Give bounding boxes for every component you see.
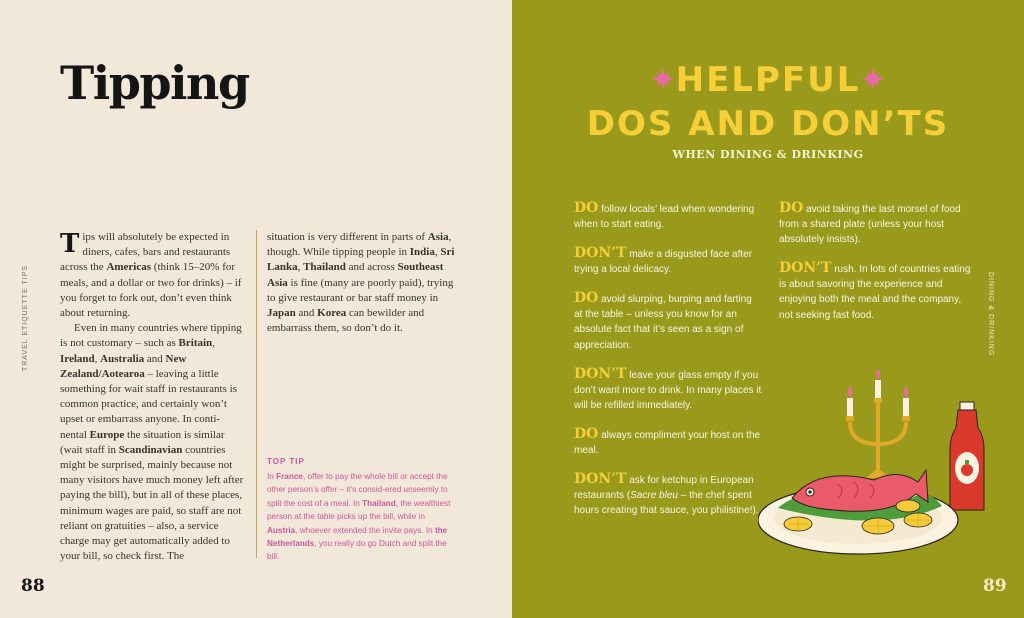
candelabra-illustration <box>846 370 910 478</box>
tip-item: DO always compliment your host on the meal. <box>574 426 761 457</box>
tip-item: DO avoid taking the last morsel of food from a shared plate (unless your host absolutely insists). <box>779 200 961 246</box>
drop-cap: T <box>60 229 80 259</box>
heading-line-1: HELPFUL <box>675 60 861 100</box>
page-title: Tipping <box>60 56 249 110</box>
food-platter-illustration <box>758 370 994 560</box>
tip-item: DON’T ask for ketchup in European restaurants (Sacre bleu – the chef spent hours creating that sauce, you philistine!). <box>574 471 759 517</box>
tip-item: DO avoid slurping, burping and farting at the table – unless you know for an absolute fact that it’s seen as a sign of appreciation. <box>574 290 752 351</box>
top-tip-title: TOP TIP <box>267 457 305 466</box>
body-column-2: situation is very different in parts of Asia, though. While tipping people in India, Sri Lanka, Thailand and across Southeast Asia is fine (many are poorly paid), trying to give restaurant or bar staff money in Japan and Korea can bewilder and embarrass them, so don’t do it. <box>267 231 455 335</box>
heading-line-2: DOS AND DON’TS <box>586 104 950 144</box>
page-number-left: 88 <box>21 576 45 596</box>
ketchup-bottle-illustration <box>950 402 984 510</box>
tip-item: DON’T make a disgusted face after trying a local delicacy. <box>574 245 753 276</box>
subheading: WHEN DINING & DRINKING <box>672 148 864 161</box>
tip-item: DON’T rush. In lots of countries eating is about savoring the experience and enjoying both the meal and the company, not seeking fast food. <box>779 260 971 321</box>
right-page <box>512 0 1024 618</box>
column-divider <box>256 230 257 558</box>
page-number-right: 89 <box>983 576 1007 596</box>
right-side-label: DINING & DRINKING <box>987 272 994 357</box>
top-tip-text: In France, offer to pay the whole bill or accept the other person’s offer – it’s consid-ered unseemly to split the cost of a meal. In Thailand, the wealthiest person at the table picks up the bill, while in Austria, whoever extended the invite pays. In the Netherlands, you really do go Dutch and split the bill. <box>267 472 451 562</box>
tip-item: DO follow locals’ lead when wondering when to start eating. <box>574 200 755 231</box>
left-side-label: TRAVEL ETIQUETTE TIPS <box>22 265 29 372</box>
body-column-1: Tips will absolutely be expected in diners, cafes, bars and restaurants across the Americas (think 15–20% for meals, and a dollar or two for drinks) – if you forget to fork out, don’t even think about returning. Even in many countries where tipping is not customary – such as Britain, Ireland, Australia and New Zealand/Aotearoa – leaving a little something for wait staff in restaurants is common practice, and certainly won’t upset or embarrass anyone. In conti-nental Europe the situation is similar (wait staff in Scandinavian countries might be surprised, mainly because not many visitors have much money left after paying the bill), but in all of these places, minimum wages are paid, so staff are not reliant on gratuities – also, a service charge may get automatically added to your bill, so check first. The <box>60 229 244 563</box>
tip-item: DON’T leave your glass empty if you don’t want more to drink. In many places it will be refilled immediately. <box>574 366 762 412</box>
